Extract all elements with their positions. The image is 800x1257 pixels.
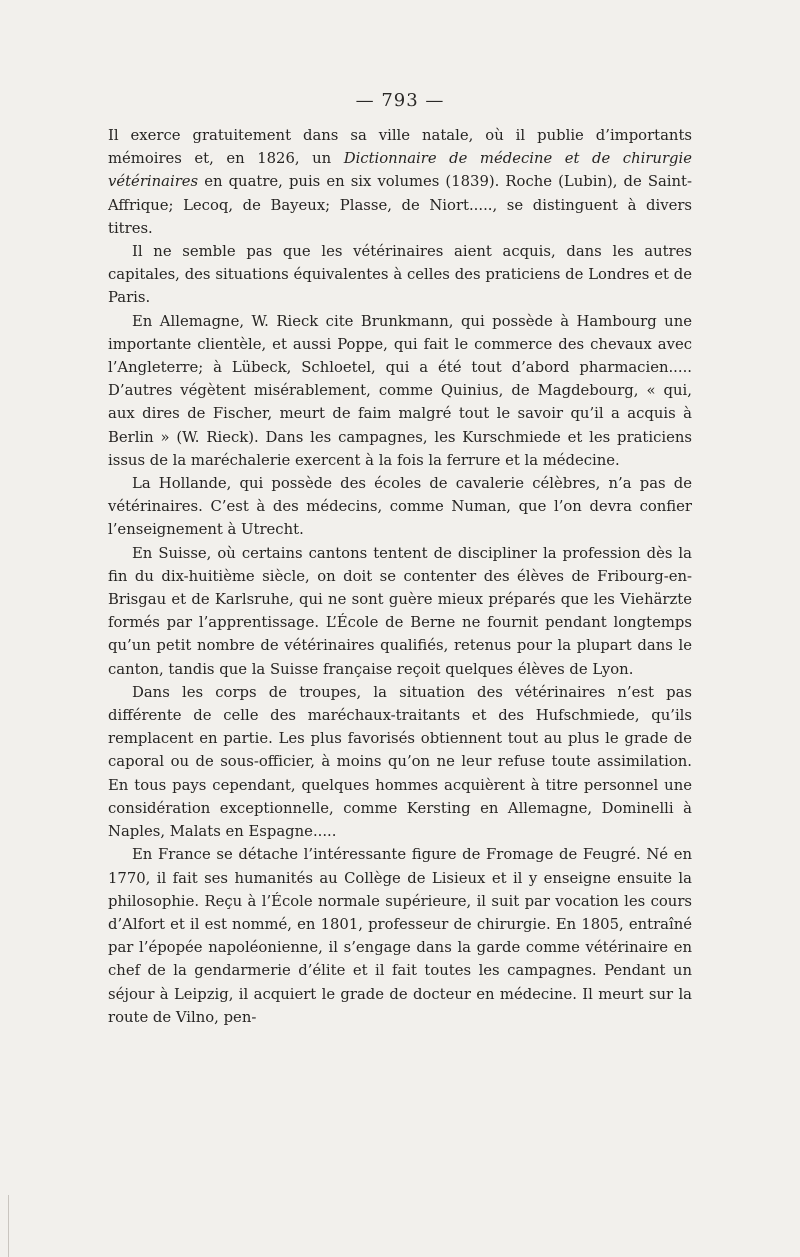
paragraph-1 (108, 124, 692, 240)
text-segment: En Suisse, où certains cantons tentent de discipliner la profession dès la fin du dix-huitième siècle, on doit se contenter des élèves de Fribourg-en-Brisgau et de Karlsruhe, qui ne sont guère mieux préparés que les Viehärzte formés par l’apprentissage. L’École de Berne ne fournit pendant longtemps qu’un petit nombre de vétérinaires qualifiés, retenus pour la plupart dans le canton, tandis que la Suisse française reçoit quelques élèves de Lyon. (108, 544, 692, 678)
paragraph-5 (108, 542, 692, 681)
text-segment: Il exerce gratuitement dans sa ville natale, où il publie d’importants mémoires et, en 1826, un (108, 127, 692, 168)
text-segment: En France se détache l’intéressante figure de Fromage de Feugré. Né en 1770, il fait ses humanités au Collège de Lisieux et il y enseigne ensuite la philosophie. Reçu à l’École normale supérieure, il suit par vocation les cours d’Alfort et il est nommé, en 1801, professeur de chirurgie. En 1805, entraîné par l’épopée napoléonienne, il s’engage dans la garde comme vétérinaire en chef de la gendarmerie d’élite et il fait toutes les campagnes. Pendant un séjour à Leipzig, il acquiert le grade de docteur en médecine. Il meurt sur la route de Vilno, pen- (108, 846, 692, 1026)
paragraph-7 (108, 843, 692, 1029)
page-number: — 793 — (355, 90, 445, 111)
paragraph-6 (108, 681, 692, 843)
text-segment: En Allemagne, W. Rieck cite Brunkmann, qui possède à Hambourg une importante clientèle, et aussi Poppe, qui fait le commerce des chevaux avec l’Angleterre; à Lübeck, Schloetel, qui a été tout d’abord pharmacien..... D’autres végètent misérablement, comme Quinius, de Magdebourg, « qui, aux dires de Fischer, meurt de faim malgré tout le savoir qu’il a acquis à Berlin » (W. Rieck). Dans les campagnes, les Kurschmiede et les praticiens issus de la maréchalerie exercent à la fois la ferrure et la médecine. (108, 312, 692, 469)
text-segment: La Hollande, qui possède des écoles de cavalerie célèbres, n’a pas de vétérinaires. C’est à des médecins, comme Numan, que l’on devra confier l’enseignement à Utrecht. (108, 475, 692, 539)
paragraph-2 (108, 240, 692, 310)
text-segment: en quatre, puis en six volumes (1839). Roche (Lubin), de Saint-Affrique; Lecoq, de Bayeux; Plasse, de Niort....., se distinguent à divers titres. (108, 173, 692, 237)
book-title: Dictionnaire de médecine et de chirurgie vétérinaires (108, 150, 692, 191)
scan-edge-line (8, 1195, 9, 1257)
paragraph-3 (108, 310, 692, 472)
text-segment: Il ne semble pas que les vétérinaires aient acquis, dans les autres capitales, des situations équivalentes à celles des praticiens de Londres et de Paris. (108, 243, 692, 307)
text-segment: Dans les corps de troupes, la situation des vétérinaires n’est pas différente de celle des maréchaux-traitants et des Hufschmiede, qu’ils remplacent en partie. Les plus favorisés obtiennent tout au plus le grade de caporal ou de sous-officier, à moins qu’on ne leur refuse toute assimilation. En tous pays cependant, quelques hommes acquièrent à titre personnel une considération exceptionnelle, comme Kersting en Allemagne, Dominelli à Naples, Malats en Espagne..... (108, 683, 692, 841)
paragraph-4 (108, 472, 692, 542)
body-text (108, 124, 692, 1029)
